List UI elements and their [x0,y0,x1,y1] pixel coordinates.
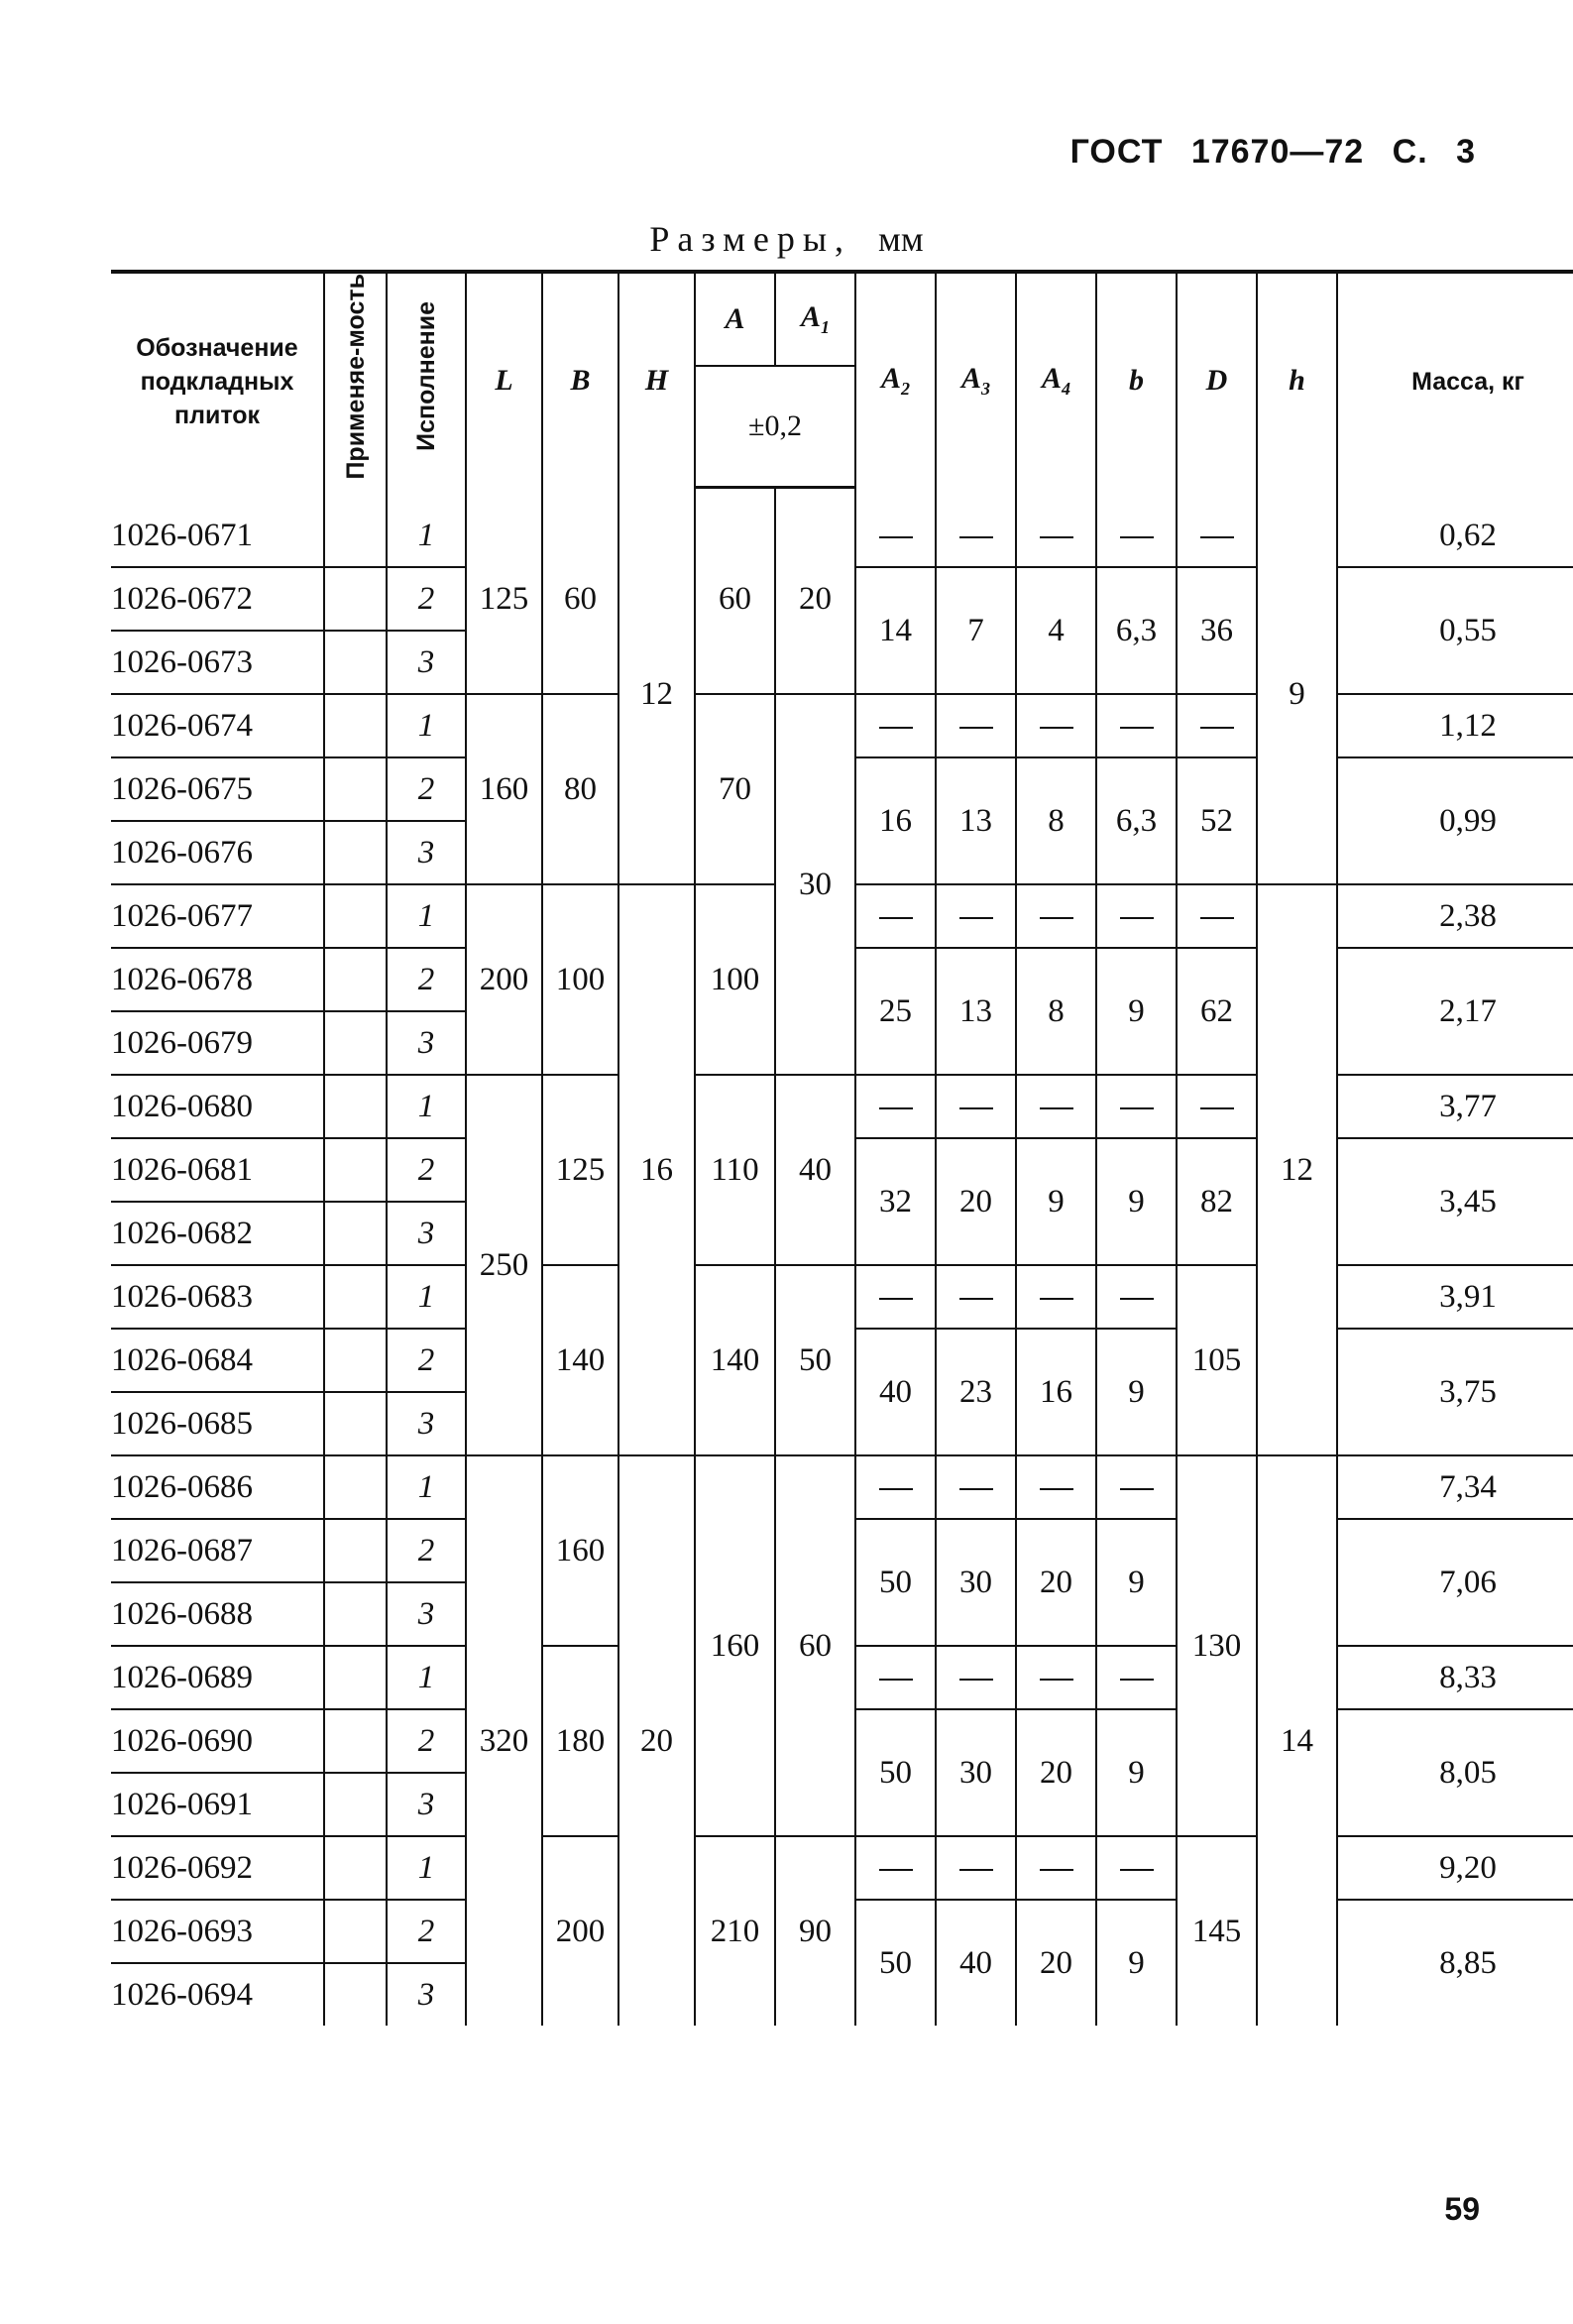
applicability-cell [324,1709,387,1773]
b-cell: 9 [1096,1519,1177,1646]
A2-cell: 14 [855,567,936,694]
A4-cell: 8 [1016,948,1096,1075]
A1-cell: 90 [775,1836,855,2026]
version-cell: 1 [387,1646,466,1709]
table-row-designation: 1026-0680 [111,1075,324,1138]
A2-cell: 50 [855,1519,936,1646]
version-cell: 1 [387,1265,466,1329]
dash-cell [855,1455,936,1519]
dash-cell [936,1646,1016,1709]
col-A3: $A_3$ [936,272,1016,488]
applicability-cell [324,948,387,1011]
A3-cell: 13 [936,948,1016,1075]
A1-cell: 40 [775,1075,855,1265]
dash-cell [936,1836,1016,1900]
col-A1: $A_1$ [775,272,855,366]
mass-cell: 7,34 [1337,1455,1573,1519]
applicability-cell [324,505,387,567]
A-cell: 210 [695,1836,775,2026]
H-cell: 20 [618,1455,695,2026]
col-h: h [1257,272,1337,488]
col-version: Исполнение [387,272,466,488]
A2-cell: 50 [855,1709,936,1836]
table-row-designation: 1026-0686 [111,1455,324,1519]
dash-cell [1016,1646,1096,1709]
applicability-cell [324,1392,387,1455]
applicability-cell [324,1519,387,1582]
col-applicability: Применяе-мость [324,272,387,488]
A3-cell: 20 [936,1138,1016,1265]
col-A4: $A_4$ [1016,272,1096,488]
table-row-designation: 1026-0687 [111,1519,324,1582]
dash-cell [1177,1075,1257,1138]
B-cell: 160 [542,1455,618,1646]
mass-cell: 3,91 [1337,1265,1573,1329]
dash-cell [1016,1455,1096,1519]
B-cell: 180 [542,1646,618,1836]
A-cell: 160 [695,1455,775,1836]
b-cell: 9 [1096,1900,1177,2026]
applicability-cell [324,1202,387,1265]
table-row-designation: 1026-0677 [111,884,324,948]
dash-cell [1096,884,1177,948]
B-cell: 125 [542,1075,618,1265]
A4-cell: 20 [1016,1709,1096,1836]
dash-cell [1016,884,1096,948]
table-row-designation: 1026-0674 [111,694,324,757]
header-page-ref: С. 3 [1392,133,1476,171]
A1-cell: 20 [775,505,855,694]
table-row-designation: 1026-0694 [111,1963,324,2026]
A2-cell: 32 [855,1138,936,1265]
col-A: A [695,272,775,366]
b-cell: 6,3 [1096,757,1177,884]
table-row-designation: 1026-0692 [111,1836,324,1900]
version-cell: 2 [387,1519,466,1582]
A-cell: 140 [695,1265,775,1455]
header-standard: ГОСТ [1069,133,1164,171]
applicability-cell [324,1138,387,1202]
A2-cell: 16 [855,757,936,884]
dash-cell [1096,1455,1177,1519]
dash-cell [1096,505,1177,567]
dash-cell [936,1265,1016,1329]
mass-cell: 3,45 [1337,1138,1573,1265]
dash-cell [855,694,936,757]
applicability-cell [324,1582,387,1646]
L-cell: 160 [466,694,542,884]
applicability-cell [324,1900,387,1963]
version-cell: 2 [387,948,466,1011]
mass-cell: 9,20 [1337,1836,1573,1900]
table-row-designation: 1026-0685 [111,1392,324,1455]
tolerance-label: ±0,2 [695,366,855,488]
applicability-cell [324,757,387,821]
mass-cell: 7,06 [1337,1519,1573,1646]
caption-unit: мм [878,219,924,259]
dash-cell [1016,1075,1096,1138]
version-cell: 1 [387,884,466,948]
A3-cell: 7 [936,567,1016,694]
table-row-designation: 1026-0682 [111,1202,324,1265]
version-cell: 2 [387,1900,466,1963]
table-row-designation: 1026-0688 [111,1582,324,1646]
version-cell: 2 [387,567,466,631]
D-cell: 52 [1177,757,1257,884]
table-row-designation: 1026-0690 [111,1709,324,1773]
dash-cell [1096,1265,1177,1329]
dash-cell [855,1836,936,1900]
dash-cell [936,694,1016,757]
dash-cell [855,1075,936,1138]
col-A2: $A_2$ [855,272,936,488]
A-cell: 60 [695,505,775,694]
header-number: 17670—72 [1190,133,1365,171]
version-cell: 2 [387,1709,466,1773]
L-cell: 200 [466,884,542,1075]
dash-cell [1096,1075,1177,1138]
mass-cell: 3,77 [1337,1075,1573,1138]
dash-cell [1177,505,1257,567]
D-cell: 82 [1177,1138,1257,1265]
A1-cell: 60 [775,1455,855,1836]
L-cell: 320 [466,1455,542,2026]
version-cell: 3 [387,1011,466,1075]
b-cell: 9 [1096,1329,1177,1455]
mass-cell: 0,99 [1337,757,1573,884]
H-cell: 16 [618,884,695,1455]
version-cell: 3 [387,1773,466,1836]
A3-cell: 30 [936,1519,1016,1646]
L-cell: 250 [466,1075,542,1455]
A3-cell: 23 [936,1329,1016,1455]
A3-cell: 40 [936,1900,1016,2026]
D-cell: 130 [1177,1455,1257,1836]
dash-cell [1016,1836,1096,1900]
version-cell: 1 [387,1075,466,1138]
mass-cell: 0,55 [1337,567,1573,694]
A4-cell: 16 [1016,1329,1096,1455]
mass-cell: 3,75 [1337,1329,1573,1455]
A2-cell: 50 [855,1900,936,2026]
col-H: H [618,272,695,488]
applicability-cell [324,1773,387,1836]
D-cell: 145 [1177,1836,1257,2026]
A-cell: 70 [695,694,775,884]
applicability-cell [324,884,387,948]
b-cell: 9 [1096,1138,1177,1265]
applicability-cell [324,694,387,757]
D-cell: 105 [1177,1265,1257,1455]
applicability-cell [324,631,387,694]
version-cell: 3 [387,631,466,694]
h-cell: 9 [1257,505,1337,884]
version-cell: 3 [387,1963,466,2026]
table-row-designation: 1026-0679 [111,1011,324,1075]
A-cell: 100 [695,884,775,1075]
A3-cell: 30 [936,1709,1016,1836]
mass-cell: 8,33 [1337,1646,1573,1709]
B-cell: 100 [542,884,618,1075]
A3-cell: 13 [936,757,1016,884]
version-cell: 1 [387,694,466,757]
table-row-designation: 1026-0672 [111,567,324,631]
mass-cell: 2,17 [1337,948,1573,1075]
applicability-cell [324,1329,387,1392]
table-row-designation: 1026-0684 [111,1329,324,1392]
A4-cell: 20 [1016,1519,1096,1646]
D-cell: 62 [1177,948,1257,1075]
B-cell: 60 [542,505,618,694]
dash-cell [936,505,1016,567]
A-cell: 110 [695,1075,775,1265]
L-cell: 125 [466,505,542,694]
applicability-cell [324,1836,387,1900]
A1-cell: 30 [775,694,855,1075]
applicability-cell [324,1646,387,1709]
version-cell: 1 [387,1455,466,1519]
col-mass: Масса, кг [1337,272,1573,488]
mass-cell: 2,38 [1337,884,1573,948]
B-cell: 200 [542,1836,618,2026]
table-row-designation: 1026-0678 [111,948,324,1011]
table-row-designation: 1026-0673 [111,631,324,694]
A4-cell: 9 [1016,1138,1096,1265]
table-row-designation: 1026-0693 [111,1900,324,1963]
caption-word: Размеры, [649,219,852,259]
col-L: L [466,272,542,488]
table-row-designation: 1026-0675 [111,757,324,821]
b-cell: 9 [1096,948,1177,1075]
dash-cell [855,1265,936,1329]
version-cell: 2 [387,757,466,821]
version-cell: 2 [387,1138,466,1202]
mass-cell: 8,05 [1337,1709,1573,1836]
version-cell: 3 [387,1582,466,1646]
A2-cell: 40 [855,1329,936,1455]
table-row-designation: 1026-0689 [111,1646,324,1709]
dash-cell [1016,1265,1096,1329]
applicability-cell [324,1075,387,1138]
dimensions-table [111,270,1573,2026]
version-cell: 3 [387,1202,466,1265]
version-cell: 1 [387,505,466,567]
version-cell: 3 [387,1392,466,1455]
applicability-cell [324,821,387,884]
page-header [1070,133,1476,172]
applicability-cell [324,1011,387,1075]
h-cell: 12 [1257,884,1337,1455]
table-row-designation: 1026-0683 [111,1265,324,1329]
dash-cell [1096,694,1177,757]
b-cell: 9 [1096,1709,1177,1836]
table-row-designation: 1026-0676 [111,821,324,884]
D-cell: 36 [1177,567,1257,694]
mass-cell: 8,85 [1337,1900,1573,2026]
table-row-designation: 1026-0671 [111,505,324,567]
applicability-cell [324,1963,387,2026]
table-row-designation: 1026-0691 [111,1773,324,1836]
version-cell: 3 [387,821,466,884]
A4-cell: 8 [1016,757,1096,884]
mass-cell: 1,12 [1337,694,1573,757]
H-cell: 12 [618,505,695,884]
dash-cell [855,1646,936,1709]
dash-cell [936,884,1016,948]
A4-cell: 20 [1016,1900,1096,2026]
applicability-cell [324,1455,387,1519]
B-cell: 80 [542,694,618,884]
col-B: B [542,272,618,488]
A4-cell: 4 [1016,567,1096,694]
applicability-cell [324,1265,387,1329]
h-cell: 14 [1257,1455,1337,2026]
dash-cell [1177,694,1257,757]
dash-cell [1177,884,1257,948]
col-designation: Обозначение подкладных плиток [111,272,324,488]
A1-cell: 50 [775,1265,855,1455]
col-b: b [1096,272,1177,488]
b-cell: 6,3 [1096,567,1177,694]
dash-cell [1016,505,1096,567]
page-number: 59 [1444,2191,1480,2227]
version-cell: 1 [387,1836,466,1900]
table-row-designation: 1026-0681 [111,1138,324,1202]
dash-cell [1016,694,1096,757]
mass-cell: 0,62 [1337,505,1573,567]
dash-cell [855,884,936,948]
dash-cell [936,1075,1016,1138]
dash-cell [1096,1646,1177,1709]
applicability-cell [324,567,387,631]
B-cell: 140 [542,1265,618,1455]
table-caption [0,218,1573,260]
A2-cell: 25 [855,948,936,1075]
dash-cell [1096,1836,1177,1900]
col-D: D [1177,272,1257,488]
version-cell: 2 [387,1329,466,1392]
dash-cell [855,505,936,567]
dash-cell [936,1455,1016,1519]
